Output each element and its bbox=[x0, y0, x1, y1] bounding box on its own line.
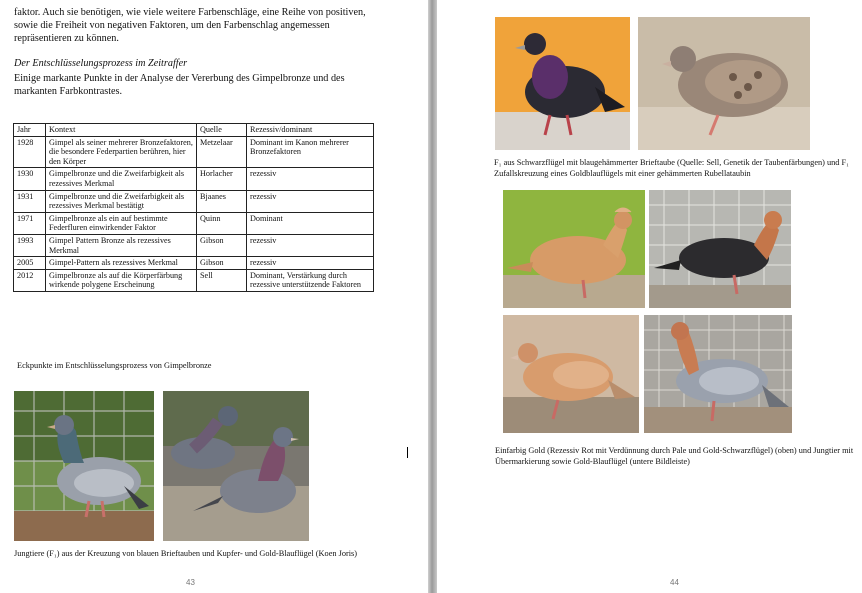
table-cell: Gimpelbronze und die Zweifarbigkeit als rezessives Merkmal bbox=[46, 168, 197, 190]
table-cell: Dominant, Verstärkung durch rezessive unterstützende Faktoren bbox=[247, 269, 374, 291]
table-row bbox=[14, 190, 374, 212]
table-header-row bbox=[14, 124, 374, 137]
table-cell: Gimpelbronze als ein auf bestimmte Federfluren einwirkender Faktor bbox=[46, 212, 197, 234]
table-header: Rezessiv/dominant bbox=[247, 124, 374, 137]
table-header: Jahr bbox=[14, 124, 46, 137]
table-cell: Horlacher bbox=[197, 168, 247, 190]
section-title: Der Entschlüsselungsprozess im Zeitraffer bbox=[14, 58, 188, 69]
table-cell: Dominant bbox=[247, 212, 374, 234]
pigeon-photo bbox=[644, 315, 792, 433]
table-cell: Sell bbox=[197, 269, 247, 291]
table-cell: rezessiv bbox=[247, 190, 374, 212]
page-right bbox=[437, 0, 862, 593]
table-cell: rezessiv bbox=[247, 234, 374, 256]
text-cursor bbox=[407, 447, 408, 458]
table-cell: 1993 bbox=[14, 234, 46, 256]
table-cell: rezessiv bbox=[247, 168, 374, 190]
table-cell: Gimpelbronze und die Zweifarbigkeit als rezessives Merkmal bestätigt bbox=[46, 190, 197, 212]
pigeon-photo bbox=[163, 391, 309, 541]
table-cell: Metzelaar bbox=[197, 136, 247, 168]
pigeon-photo bbox=[638, 17, 810, 150]
table-row bbox=[14, 136, 374, 168]
table-cell: 1928 bbox=[14, 136, 46, 168]
table-row bbox=[14, 168, 374, 190]
pigeon-photo bbox=[649, 190, 791, 308]
page-left bbox=[0, 0, 428, 593]
table-cell: Gibson bbox=[197, 234, 247, 256]
table-cell: Dominant im Kanon mehrerer Bronzefaktoren bbox=[247, 136, 374, 168]
table-caption: Eckpunkte im Entschlüsselungsprozess von Gimpelbronze bbox=[17, 361, 212, 370]
table-cell: Quinn bbox=[197, 212, 247, 234]
photo-caption: Jungtiere (F₁) aus der Kreuzung von blauen Brieftauben und Kupfer- und Gold-Blauflügel (Koen Joris) bbox=[14, 549, 358, 558]
page-number: 44 bbox=[670, 578, 679, 587]
table-cell: Gibson bbox=[197, 257, 247, 270]
caption-bottom: Einfarbig Gold (Rezessiv Rot mit Verdünnung durch Pale und Gold-Schwarzflügel) (oben) und Jungtier mit Übermarkierung sowie Gold-Blauflügel (untere Bildleiste) bbox=[495, 446, 854, 466]
table-row bbox=[14, 212, 374, 234]
table-cell: 1931 bbox=[14, 190, 46, 212]
table-cell: Gimpel-Pattern als rezessives Merkmal bbox=[46, 257, 197, 270]
table-header: Kontext bbox=[46, 124, 197, 137]
table-row bbox=[14, 234, 374, 256]
table-cell: Bjaanes bbox=[197, 190, 247, 212]
table-cell: 2005 bbox=[14, 257, 46, 270]
page-number: 43 bbox=[186, 578, 195, 587]
page-gutter bbox=[428, 0, 437, 593]
table-cell: 1971 bbox=[14, 212, 46, 234]
table-row bbox=[14, 269, 374, 291]
table-cell: rezessiv bbox=[247, 257, 374, 270]
pigeon-photo bbox=[503, 315, 639, 433]
caption-top: F₁ aus Schwarzflügel mit blaugehämmerter Brieftaube (Quelle: Sell, Genetik der Taubenfärbungen) und F₁ Zufallskreuzung eines Goldblauflügels mit einer gehämmerten Rubellataubin bbox=[494, 158, 850, 178]
table-cell: Gimpel Pattern Bronze als rezessives Merkmal bbox=[46, 234, 197, 256]
pigeon-photo bbox=[495, 17, 630, 150]
table-cell: 1930 bbox=[14, 168, 46, 190]
body-paragraph-2: Einige markante Punkte in der Analyse der Vererbung des Gimpelbronze und des markanten Farbkontrastes. bbox=[14, 73, 345, 98]
table-row bbox=[14, 257, 374, 270]
table-cell: 2012 bbox=[14, 269, 46, 291]
table-cell: Gimpel als seiner mehrerer Bronzefaktoren, die besondere Federpartien berühren, hier den Körper bbox=[46, 136, 197, 168]
body-paragraph-1: faktor. Auch sie benötigen, wie viele weitere Farbenschläge, eine Reihe von positiven, sowie die Freiheit von negativen Faktoren, um den Farbenschlag angemessen repräsentieren zu können. bbox=[14, 7, 366, 45]
table-header: Quelle bbox=[197, 124, 247, 137]
table-cell: Gimpelbronze als auf die Körperfärbung wirkende polygene Erscheinung bbox=[46, 269, 197, 291]
pigeon-photo bbox=[14, 391, 154, 541]
timeline-table bbox=[13, 123, 374, 292]
pigeon-photo bbox=[503, 190, 645, 308]
